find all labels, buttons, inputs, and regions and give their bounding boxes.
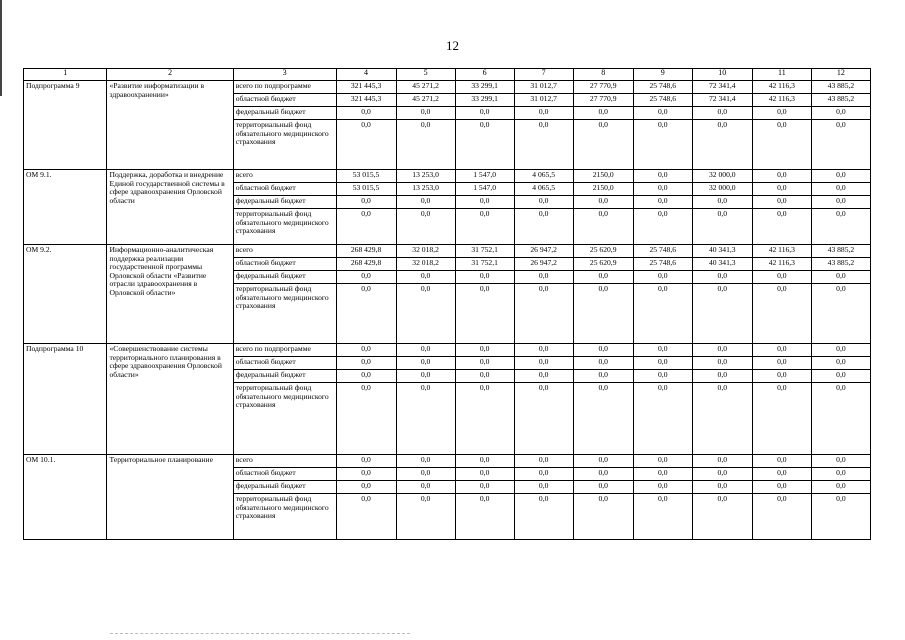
value-cell: 31 012,7 (514, 81, 573, 94)
value-cell: 0,0 (633, 170, 692, 183)
value-cell: 0,0 (633, 468, 692, 481)
value-cell: 0,0 (633, 107, 692, 120)
value-cell: 0,0 (811, 170, 870, 183)
value-cell: 0,0 (633, 183, 692, 196)
value-cell: 4 065,5 (514, 170, 573, 183)
value-cell: 0,0 (455, 209, 514, 245)
value-cell: 0,0 (336, 120, 396, 170)
value-cell: 0,0 (573, 383, 633, 455)
column-header-12: 12 (811, 69, 870, 81)
funding-source-label: областной бюджет (233, 357, 336, 370)
value-cell: 72 341,4 (692, 94, 752, 107)
value-cell: 40 341,3 (692, 258, 752, 271)
value-cell: 0,0 (692, 468, 752, 481)
column-header-4: 4 (336, 69, 396, 81)
value-cell: 0,0 (514, 481, 573, 494)
funding-source-label: федеральный бюджет (233, 481, 336, 494)
value-cell: 1 547,0 (455, 183, 514, 196)
value-cell: 0,0 (633, 120, 692, 170)
value-cell: 0,0 (633, 481, 692, 494)
value-cell: 25 620,9 (573, 258, 633, 271)
value-cell: 0,0 (573, 107, 633, 120)
value-cell: 0,0 (573, 481, 633, 494)
value-cell: 40 341,3 (692, 245, 752, 258)
value-cell: 0,0 (336, 107, 396, 120)
value-cell: 0,0 (573, 357, 633, 370)
value-cell: 0,0 (396, 271, 455, 284)
value-cell: 0,0 (514, 284, 573, 344)
value-cell: 0,0 (396, 120, 455, 170)
value-cell: 4 065,5 (514, 183, 573, 196)
value-cell: 53 015,5 (336, 183, 396, 196)
value-cell: 0,0 (336, 455, 396, 468)
value-cell: 0,0 (752, 468, 811, 481)
value-cell: 31 012,7 (514, 94, 573, 107)
value-cell: 321 445,3 (336, 94, 396, 107)
value-cell: 0,0 (752, 494, 811, 540)
value-cell: 0,0 (692, 344, 752, 357)
value-cell: 0,0 (633, 455, 692, 468)
value-cell: 0,0 (573, 455, 633, 468)
funding-source-label: территориальный фонд обязательного медицинского страхования (233, 284, 336, 344)
value-cell: 0,0 (455, 383, 514, 455)
value-cell: 268 429,8 (336, 245, 396, 258)
value-cell: 32 000,0 (692, 183, 752, 196)
value-cell: 45 271,2 (396, 81, 455, 94)
value-cell: 0,0 (514, 370, 573, 383)
value-cell: 0,0 (455, 120, 514, 170)
value-cell: 0,0 (692, 370, 752, 383)
value-cell: 25 748,6 (633, 258, 692, 271)
value-cell: 0,0 (633, 271, 692, 284)
value-cell: 0,0 (752, 170, 811, 183)
value-cell: 42 116,3 (752, 258, 811, 271)
value-cell: 0,0 (396, 455, 455, 468)
value-cell: 26 947,2 (514, 245, 573, 258)
value-cell: 0,0 (811, 183, 870, 196)
value-cell: 0,0 (633, 357, 692, 370)
table-row (24, 344, 871, 357)
value-cell: 0,0 (336, 196, 396, 209)
program-name: «Совершенствование системы территориального планирования в сфере здравоохранения Орловской области» (107, 344, 233, 455)
value-cell: 0,0 (692, 383, 752, 455)
value-cell: 0,0 (336, 481, 396, 494)
value-cell: 0,0 (692, 494, 752, 540)
value-cell: 25 748,6 (633, 245, 692, 258)
value-cell: 0,0 (514, 344, 573, 357)
value-cell: 0,0 (752, 120, 811, 170)
table-row (24, 170, 871, 183)
value-cell: 0,0 (514, 209, 573, 245)
value-cell: 0,0 (573, 120, 633, 170)
value-cell: 0,0 (692, 271, 752, 284)
value-cell: 0,0 (633, 196, 692, 209)
value-cell: 0,0 (752, 183, 811, 196)
value-cell: 0,0 (752, 481, 811, 494)
value-cell: 0,0 (514, 196, 573, 209)
value-cell: 0,0 (811, 494, 870, 540)
funding-source-label: всего (233, 170, 336, 183)
value-cell: 0,0 (514, 271, 573, 284)
value-cell: 0,0 (752, 284, 811, 344)
funding-source-label: всего по подпрограмме (233, 81, 336, 94)
table-row (24, 245, 871, 258)
program-name: «Развитие информатизации в здравоохранении» (107, 81, 233, 170)
value-cell: 43 885,2 (811, 245, 870, 258)
value-cell: 0,0 (692, 284, 752, 344)
value-cell: 0,0 (396, 209, 455, 245)
value-cell: 42 116,3 (752, 94, 811, 107)
value-cell: 0,0 (396, 370, 455, 383)
value-cell: 25 748,6 (633, 81, 692, 94)
value-cell: 53 015,5 (336, 170, 396, 183)
column-header-8: 8 (573, 69, 633, 81)
value-cell: 0,0 (336, 370, 396, 383)
value-cell: 0,0 (336, 494, 396, 540)
value-cell: 0,0 (396, 107, 455, 120)
column-header-7: 7 (514, 69, 573, 81)
value-cell: 0,0 (811, 370, 870, 383)
value-cell: 0,0 (514, 468, 573, 481)
value-cell: 0,0 (811, 455, 870, 468)
value-cell: 0,0 (633, 383, 692, 455)
funding-source-label: областной бюджет (233, 183, 336, 196)
value-cell: 0,0 (811, 357, 870, 370)
value-cell: 0,0 (752, 209, 811, 245)
program-name: Поддержка, доработка и внедрение Единой государственной системы в сфере здравоохранения Орловской области (107, 170, 233, 245)
value-cell: 0,0 (514, 107, 573, 120)
value-cell: 0,0 (336, 271, 396, 284)
value-cell: 0,0 (396, 494, 455, 540)
value-cell: 0,0 (573, 494, 633, 540)
value-cell: 25 748,6 (633, 94, 692, 107)
value-cell: 0,0 (336, 209, 396, 245)
funding-source-label: федеральный бюджет (233, 271, 336, 284)
column-header-6: 6 (455, 69, 514, 81)
value-cell: 0,0 (811, 271, 870, 284)
value-cell: 0,0 (455, 357, 514, 370)
value-cell: 0,0 (811, 481, 870, 494)
program-name: Территориальное планирование (107, 455, 233, 540)
program-code: Подпрограмма 9 (24, 81, 107, 170)
value-cell: 13 253,0 (396, 183, 455, 196)
value-cell: 0,0 (811, 107, 870, 120)
funding-source-label: территориальный фонд обязательного медицинского страхования (233, 383, 336, 455)
column-header-9: 9 (633, 69, 692, 81)
value-cell: 0,0 (752, 196, 811, 209)
value-cell: 0,0 (396, 383, 455, 455)
value-cell: 31 752,1 (455, 258, 514, 271)
value-cell: 0,0 (336, 284, 396, 344)
value-cell: 0,0 (336, 344, 396, 357)
funding-source-label: всего по подпрограмме (233, 344, 336, 357)
value-cell: 0,0 (455, 271, 514, 284)
value-cell: 0,0 (811, 468, 870, 481)
value-cell: 0,0 (396, 284, 455, 344)
program-name: Информационно-аналитическая поддержка реализации государственной программы Орловской области «Развитие отрасли здравоохранения в Орловской области» (107, 245, 233, 344)
value-cell: 0,0 (811, 383, 870, 455)
value-cell: 0,0 (455, 370, 514, 383)
value-cell: 0,0 (396, 196, 455, 209)
value-cell: 0,0 (514, 120, 573, 170)
value-cell: 0,0 (752, 383, 811, 455)
value-cell: 0,0 (633, 284, 692, 344)
value-cell: 33 299,1 (455, 81, 514, 94)
value-cell: 0,0 (396, 481, 455, 494)
value-cell: 32 000,0 (692, 170, 752, 183)
value-cell: 0,0 (396, 468, 455, 481)
value-cell: 0,0 (455, 481, 514, 494)
table-row (24, 455, 871, 468)
value-cell: 0,0 (692, 209, 752, 245)
funding-source-label: областной бюджет (233, 258, 336, 271)
value-cell: 0,0 (336, 468, 396, 481)
value-cell: 0,0 (811, 196, 870, 209)
value-cell: 0,0 (396, 357, 455, 370)
value-cell: 0,0 (514, 383, 573, 455)
value-cell: 0,0 (573, 344, 633, 357)
value-cell: 72 341,4 (692, 81, 752, 94)
table-body (24, 81, 871, 540)
value-cell: 0,0 (573, 284, 633, 344)
value-cell: 268 429,8 (336, 258, 396, 271)
funding-source-label: всего (233, 245, 336, 258)
value-cell: 0,0 (455, 494, 514, 540)
value-cell: 43 885,2 (811, 94, 870, 107)
table-row (24, 81, 871, 94)
value-cell: 0,0 (752, 370, 811, 383)
funding-source-label: федеральный бюджет (233, 196, 336, 209)
value-cell: 13 253,0 (396, 170, 455, 183)
value-cell: 0,0 (573, 468, 633, 481)
value-cell: 26 947,2 (514, 258, 573, 271)
value-cell: 0,0 (811, 284, 870, 344)
funding-source-label: территориальный фонд обязательного медицинского страхования (233, 494, 336, 540)
value-cell: 0,0 (633, 494, 692, 540)
value-cell: 0,0 (514, 494, 573, 540)
value-cell: 321 445,3 (336, 81, 396, 94)
value-cell: 0,0 (811, 344, 870, 357)
value-cell: 0,0 (633, 344, 692, 357)
program-code: ОМ 9.1. (24, 170, 107, 245)
value-cell: 2150,0 (573, 170, 633, 183)
value-cell: 27 770,9 (573, 81, 633, 94)
value-cell: 0,0 (573, 370, 633, 383)
funding-source-label: территориальный фонд обязательного медицинского страхования (233, 209, 336, 245)
value-cell: 0,0 (514, 455, 573, 468)
funding-source-label: территориальный фонд обязательного медицинского страхования (233, 120, 336, 170)
value-cell: 0,0 (455, 344, 514, 357)
value-cell: 42 116,3 (752, 245, 811, 258)
value-cell: 0,0 (336, 357, 396, 370)
value-cell: 0,0 (455, 107, 514, 120)
value-cell: 0,0 (455, 455, 514, 468)
funding-source-label: всего (233, 455, 336, 468)
value-cell: 0,0 (752, 344, 811, 357)
value-cell: 0,0 (573, 196, 633, 209)
value-cell: 0,0 (692, 357, 752, 370)
program-code: ОМ 9.2. (24, 245, 107, 344)
column-header-1: 1 (24, 69, 107, 81)
value-cell: 0,0 (514, 357, 573, 370)
value-cell: 0,0 (396, 344, 455, 357)
program-code: Подпрограмма 10 (24, 344, 107, 455)
value-cell: 0,0 (692, 120, 752, 170)
funding-source-label: областной бюджет (233, 468, 336, 481)
column-header-3: 3 (233, 69, 336, 81)
value-cell: 0,0 (573, 271, 633, 284)
value-cell: 0,0 (752, 357, 811, 370)
program-code: ОМ 10.1. (24, 455, 107, 540)
value-cell: 43 885,2 (811, 258, 870, 271)
value-cell: 0,0 (692, 455, 752, 468)
value-cell: 25 620,9 (573, 245, 633, 258)
value-cell: 0,0 (336, 383, 396, 455)
value-cell: 0,0 (633, 209, 692, 245)
value-cell: 0,0 (455, 468, 514, 481)
value-cell: 1 547,0 (455, 170, 514, 183)
value-cell: 0,0 (752, 271, 811, 284)
value-cell: 0,0 (455, 284, 514, 344)
page-number: 12 (446, 38, 459, 53)
column-header-10: 10 (692, 69, 752, 81)
scan-artifact-line (110, 633, 410, 635)
column-header-5: 5 (396, 69, 455, 81)
column-header-2: 2 (107, 69, 233, 81)
value-cell: 0,0 (811, 209, 870, 245)
value-cell: 33 299,1 (455, 94, 514, 107)
funding-source-label: федеральный бюджет (233, 107, 336, 120)
value-cell: 31 752,1 (455, 245, 514, 258)
funding-source-label: федеральный бюджет (233, 370, 336, 383)
funding-source-label: областной бюджет (233, 94, 336, 107)
column-header-11: 11 (752, 69, 811, 81)
value-cell: 32 018,2 (396, 245, 455, 258)
value-cell: 0,0 (573, 209, 633, 245)
header-row (24, 69, 871, 81)
value-cell: 43 885,2 (811, 81, 870, 94)
value-cell: 0,0 (455, 196, 514, 209)
value-cell: 32 018,2 (396, 258, 455, 271)
value-cell: 0,0 (692, 107, 752, 120)
value-cell: 27 770,9 (573, 94, 633, 107)
value-cell: 45 271,2 (396, 94, 455, 107)
value-cell: 0,0 (692, 196, 752, 209)
value-cell: 0,0 (811, 120, 870, 170)
value-cell: 0,0 (633, 370, 692, 383)
value-cell: 2150,0 (573, 183, 633, 196)
budget-table (23, 68, 871, 540)
value-cell: 0,0 (752, 107, 811, 120)
value-cell: 42 116,3 (752, 81, 811, 94)
value-cell: 0,0 (752, 455, 811, 468)
value-cell: 0,0 (692, 481, 752, 494)
